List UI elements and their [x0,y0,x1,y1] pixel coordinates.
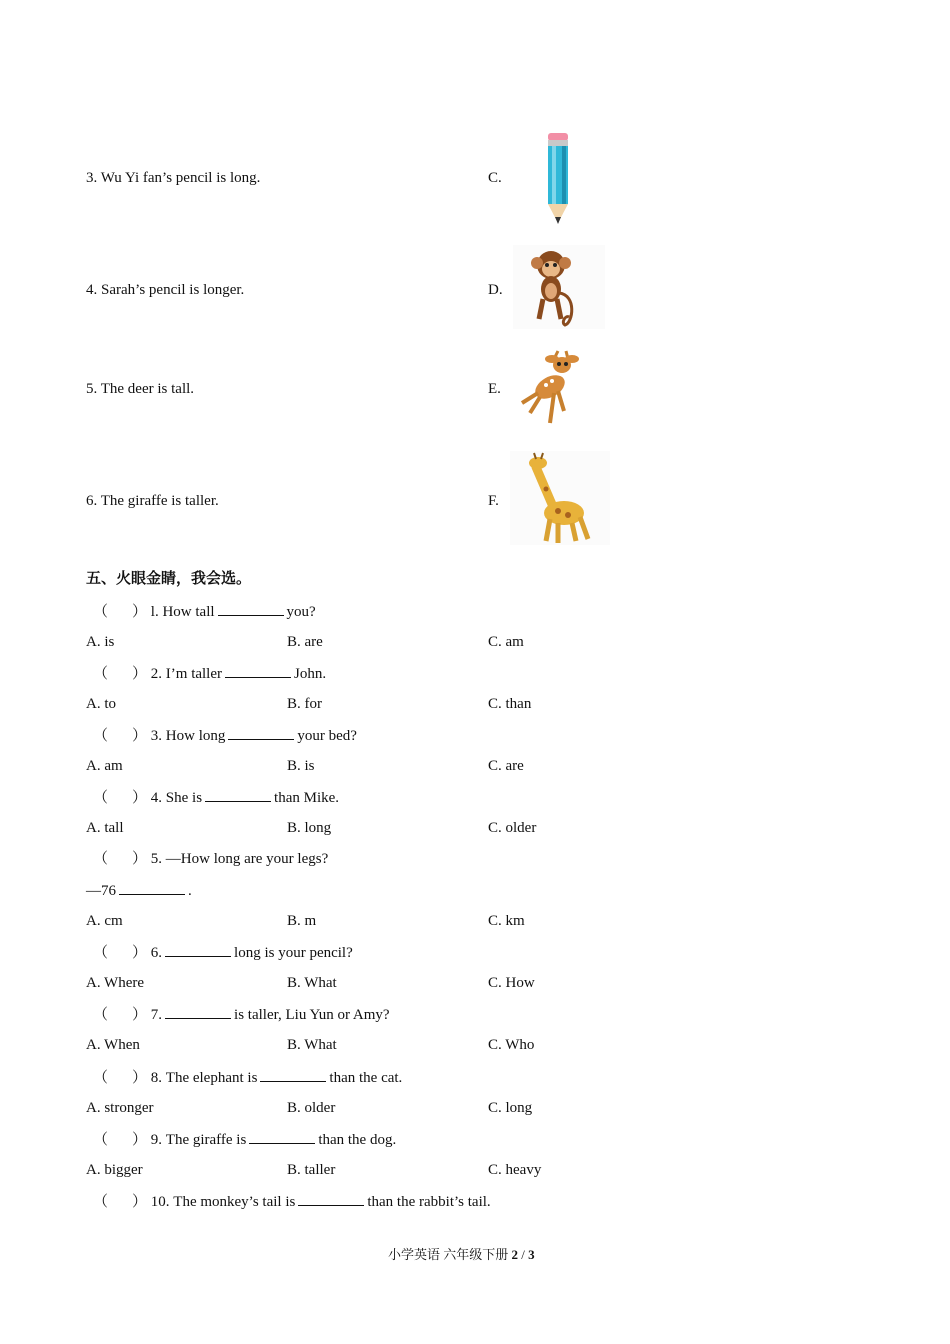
section-title: 五、火眼金睛，我会选。 [86,571,252,587]
option-a: A. When [86,1037,140,1053]
answer-bracket-open: （ [93,1007,109,1023]
matching-sentence-3: 3. Wu Yi fan’s pencil is long. [86,170,261,186]
answer-blank[interactable] [249,1129,315,1144]
question-10 [93,1191,491,1212]
question-3 [93,725,357,746]
answer-bracket-close: ） [132,1132,148,1148]
answer-bracket-open: （ [93,728,109,744]
question-5 [93,849,328,869]
page-number: 2 [511,1247,519,1262]
answer-blank[interactable] [228,725,294,740]
question-2 [93,663,326,684]
answer-bracket-close: ） [132,790,148,806]
answer-bracket-open: （ [93,666,109,682]
option-a: A. bigger [86,1162,143,1178]
answer-bracket-close: ） [132,945,148,961]
answer-bracket-open: （ [93,945,109,961]
question-text-before: The elephant is [165,1070,258,1086]
option-a: A. stronger [86,1100,154,1116]
question-text-before: —How long are your legs? [165,851,329,867]
question-text-before: She is [165,790,203,806]
option-a: A. is [86,634,115,650]
option-a: A. tall [86,820,124,836]
option-b: B. older [287,1100,336,1116]
option-b: B. long [287,820,332,836]
question-number: 2. [150,666,163,682]
question-number: 10. [150,1194,170,1210]
question-5-answer-line [86,880,192,901]
question-text-before: The monkey’s tail is [173,1194,296,1210]
option-b: B. What [287,1037,337,1053]
page-total: 3 [528,1247,535,1262]
question-8 [93,1067,402,1088]
question-1 [93,601,316,622]
question-number: 7. [150,1007,163,1023]
answer-blank[interactable] [298,1191,364,1206]
question-text-before: —76 [86,883,116,899]
answer-blank[interactable] [260,1067,326,1082]
question-number: 8. [150,1070,163,1086]
answer-bracket-open: （ [93,604,109,620]
option-b: B. for [287,696,322,712]
question-text-after: is taller, Liu Yun or Amy? [234,1007,390,1023]
option-c: C. older [488,820,537,836]
question-text-after: John. [294,666,327,682]
answer-blank[interactable] [165,1004,231,1019]
question-text-before: I’m taller [165,666,223,682]
answer-bracket-open: （ [93,790,109,806]
option-c: C. than [488,696,532,712]
question-number: 4. [150,790,163,806]
answer-bracket-open: （ [93,1070,109,1086]
question-number: 5. [150,851,163,867]
answer-bracket-close: ） [132,1007,148,1023]
answer-bracket-open: （ [93,1132,109,1148]
matching-sentence-6: 6. The giraffe is taller. [86,493,219,509]
question-text-after: than the rabbit’s tail. [367,1194,491,1210]
question-text-before: How long [165,728,226,744]
question-7 [93,1004,390,1025]
question-9 [93,1129,396,1150]
question-text-before: The giraffe is [165,1132,247,1148]
answer-bracket-close: ） [132,1070,148,1086]
matching-letter-c: C. [488,170,502,186]
question-text-before: How tall [162,604,215,620]
option-b: B. What [287,975,337,991]
option-c: C. How [488,975,535,991]
question-number: l. [150,604,159,620]
answer-blank[interactable] [165,942,231,957]
answer-bracket-open: （ [93,1194,109,1210]
question-text-after: your bed? [297,728,357,744]
option-c: C. are [488,758,524,774]
matching-sentence-4: 4. Sarah’s pencil is longer. [86,282,245,298]
answer-bracket-close: ） [132,728,148,744]
option-c: C. heavy [488,1162,542,1178]
option-b: B. m [287,913,317,929]
matching-sentence-5: 5. The deer is tall. [86,381,195,397]
giraffe-icon [510,451,610,550]
option-c: C. long [488,1100,533,1116]
question-text-after: you? [286,604,316,620]
answer-bracket-close: ） [132,851,148,867]
question-4 [93,787,339,808]
answer-bracket-open: （ [93,851,109,867]
matching-letter-e: E. [488,381,501,397]
option-b: B. is [287,758,315,774]
option-c: C. am [488,634,524,650]
pencil-icon [543,131,573,232]
option-c: C. km [488,913,525,929]
question-text-after: than the cat. [329,1070,403,1086]
answer-blank[interactable] [119,880,185,895]
option-a: A. to [86,696,116,712]
answer-bracket-close: ） [132,666,148,682]
page-footer [388,1245,535,1265]
answer-bracket-close: ） [132,604,148,620]
page-separator: / [521,1247,525,1262]
question-number: 6. [150,945,163,961]
answer-blank[interactable] [205,787,271,802]
option-a: A. cm [86,913,123,929]
option-b: B. taller [287,1162,336,1178]
question-number: 3. [150,728,163,744]
deer-icon [516,347,584,434]
matching-letter-f: F. [488,493,499,509]
option-a: A. am [86,758,123,774]
question-text-after: than the dog. [318,1132,397,1148]
footer-subject: 小学英语 六年级下册 [388,1247,509,1262]
question-text-after: long is your pencil? [234,945,353,961]
answer-blank[interactable] [218,601,284,616]
question-text-after: than Mike. [274,790,340,806]
question-number: 9. [150,1132,163,1148]
option-a: A. Where [86,975,145,991]
answer-bracket-close: ） [132,1194,148,1210]
question-6 [93,942,353,963]
monkey-icon [513,245,605,334]
answer-blank[interactable] [225,663,291,678]
option-c: C. Who [488,1037,535,1053]
question-text-after: . [188,883,192,899]
matching-letter-d: D. [488,282,503,298]
option-b: B. are [287,634,323,650]
